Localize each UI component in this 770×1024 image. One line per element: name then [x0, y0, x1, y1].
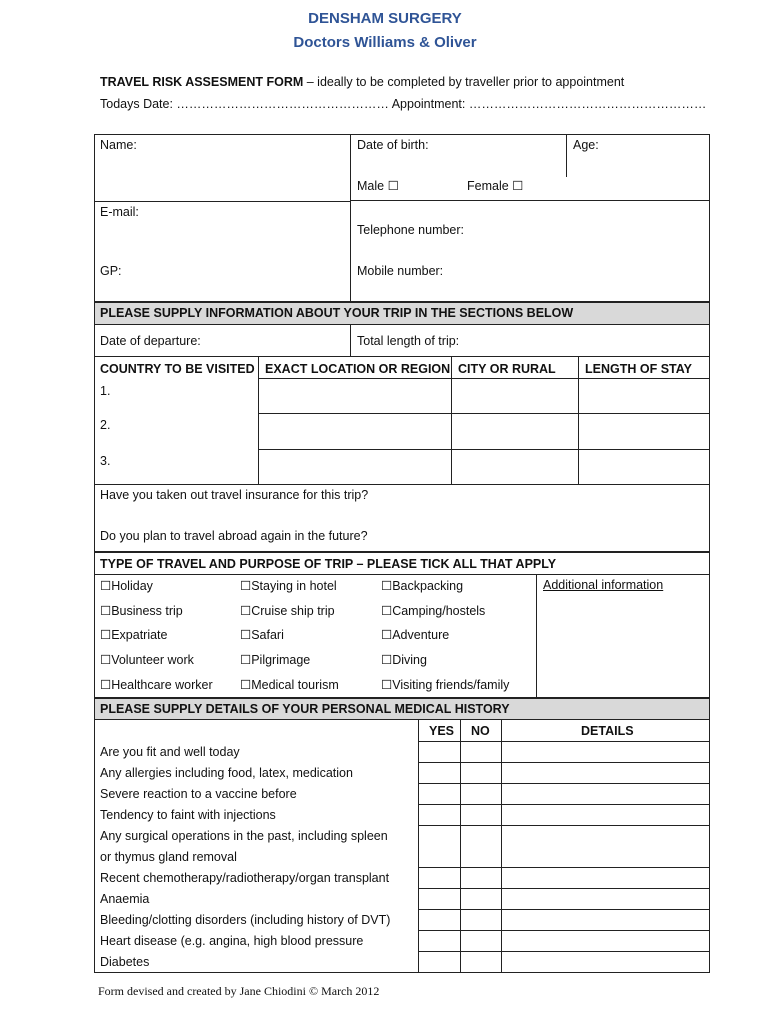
med-q-bleeding: Bleeding/clotting disorders (including history of DVT): [100, 913, 391, 927]
divider: [418, 762, 710, 763]
opt-backpacking[interactable]: ☐Backpacking: [381, 579, 464, 593]
opt-camping-hostels[interactable]: ☐Camping/hostels: [381, 604, 486, 618]
opt-diving[interactable]: ☐Diving: [381, 653, 427, 667]
opt-staying-hotel[interactable]: ☐Staying in hotel: [240, 579, 337, 593]
med-q-fit-well: Are you fit and well today: [100, 745, 240, 759]
col-no: NO: [471, 724, 490, 738]
divider: [418, 888, 710, 889]
mobile-field[interactable]: Mobile number:: [357, 264, 444, 278]
opt-medical-tourism[interactable]: ☐Medical tourism: [240, 678, 339, 692]
col-yes: YES: [429, 724, 455, 738]
opt-expatriate[interactable]: ☐Expatriate: [100, 628, 168, 642]
divider: [418, 804, 710, 805]
opt-safari[interactable]: ☐Safari: [240, 628, 284, 642]
travel-type-title: TYPE OF TRAVEL AND PURPOSE OF TRIP – PLEASE TICK ALL THAT APPLY: [100, 557, 557, 571]
trip-row-2[interactable]: 2.: [100, 418, 111, 432]
date-line[interactable]: Todays Date: …………………………………………… Appointment: …………………………………………………: [100, 97, 707, 111]
divider: [94, 484, 710, 485]
divider: [418, 825, 710, 826]
form-title-line: [100, 75, 624, 89]
trip-row-3[interactable]: 3.: [100, 454, 111, 468]
med-q-anaemia: Anaemia: [100, 892, 150, 906]
trip-section-title: PLEASE SUPPLY INFORMATION ABOUT YOUR TRIP IN THE SECTIONS BELOW: [100, 306, 574, 320]
divider: [94, 574, 710, 575]
trip-row-1[interactable]: 1.: [100, 384, 111, 398]
med-q-surgery: Any surgical operations in the past, including spleen: [100, 829, 388, 843]
col-location: EXACT LOCATION OR REGION: [265, 362, 451, 376]
col-details: DETAILS: [581, 724, 634, 738]
surgery-name: DENSHAM SURGERY: [308, 10, 462, 27]
abroad-question[interactable]: Do you plan to travel abroad again in the future?: [100, 529, 368, 543]
telephone-field[interactable]: Telephone number:: [357, 223, 465, 237]
divider: [350, 324, 351, 356]
age-field[interactable]: Age:: [573, 138, 599, 152]
footer-credit: Form devised and created by Jane Chiodini © March 2012: [98, 984, 380, 998]
divider: [418, 719, 419, 973]
opt-volunteer-work[interactable]: ☐Volunteer work: [100, 653, 194, 667]
medical-section-title: PLEASE SUPPLY DETAILS OF YOUR PERSONAL MEDICAL HISTORY: [100, 702, 510, 716]
form-note: – ideally to be completed by traveller prior to appointment: [303, 75, 625, 89]
doctors-names: Doctors Williams & Oliver: [293, 34, 477, 51]
dob-field[interactable]: Date of birth:: [357, 138, 429, 152]
col-length-stay: LENGTH OF STAY: [585, 362, 692, 376]
divider: [94, 719, 710, 720]
divider: [94, 324, 710, 325]
divider: [418, 930, 710, 931]
col-country: COUNTRY TO BE VISITED: [100, 362, 255, 376]
form-title: TRAVEL RISK ASSESMENT FORM: [100, 75, 304, 89]
divider: [578, 356, 579, 484]
opt-visiting-friends[interactable]: ☐Visiting friends/family: [381, 678, 510, 692]
divider: [451, 356, 452, 484]
med-q-vaccine-reaction: Severe reaction to a vaccine before: [100, 787, 297, 801]
opt-business-trip[interactable]: ☐Business trip: [100, 604, 183, 618]
divider: [418, 741, 710, 742]
divider: [350, 200, 710, 201]
divider: [501, 719, 502, 973]
female-checkbox[interactable]: Female ☐: [467, 179, 524, 193]
col-city-rural: CITY OR RURAL: [458, 362, 556, 376]
opt-holiday[interactable]: ☐Holiday: [100, 579, 153, 593]
divider: [418, 867, 710, 868]
divider: [94, 356, 710, 357]
departure-field[interactable]: Date of departure:: [100, 334, 201, 348]
divider: [418, 783, 710, 784]
divider: [418, 951, 710, 952]
med-q-diabetes: Diabetes: [100, 955, 150, 969]
med-q-surgery-cont: or thymus gland removal: [100, 850, 237, 864]
divider: [460, 719, 461, 973]
divider: [258, 413, 710, 414]
med-q-heart: Heart disease (e.g. angina, high blood pressure: [100, 934, 364, 948]
divider: [350, 134, 351, 302]
divider: [418, 909, 710, 910]
divider: [536, 574, 537, 698]
insurance-question[interactable]: Have you taken out travel insurance for this trip?: [100, 488, 369, 502]
med-q-chemo: Recent chemotherapy/radiotherapy/organ transplant: [100, 871, 390, 885]
divider: [258, 449, 710, 450]
male-checkbox[interactable]: Male ☐: [357, 179, 399, 193]
med-q-allergies: Any allergies including food, latex, medication: [100, 766, 353, 780]
divider: [258, 356, 259, 484]
email-field[interactable]: E-mail:: [100, 205, 139, 219]
divider: [566, 134, 567, 177]
opt-pilgrimage[interactable]: ☐Pilgrimage: [240, 653, 311, 667]
opt-cruise-ship[interactable]: ☐Cruise ship trip: [240, 604, 335, 618]
divider: [258, 378, 710, 379]
opt-adventure[interactable]: ☐Adventure: [381, 628, 450, 642]
additional-info-label: Additional information: [543, 578, 664, 592]
trip-length-field[interactable]: Total length of trip:: [357, 334, 460, 348]
opt-healthcare-worker[interactable]: ☐Healthcare worker: [100, 678, 213, 692]
divider: [94, 201, 350, 202]
med-q-faint: Tendency to faint with injections: [100, 808, 276, 822]
name-field[interactable]: Name:: [100, 138, 137, 152]
gp-field[interactable]: GP:: [100, 264, 122, 278]
